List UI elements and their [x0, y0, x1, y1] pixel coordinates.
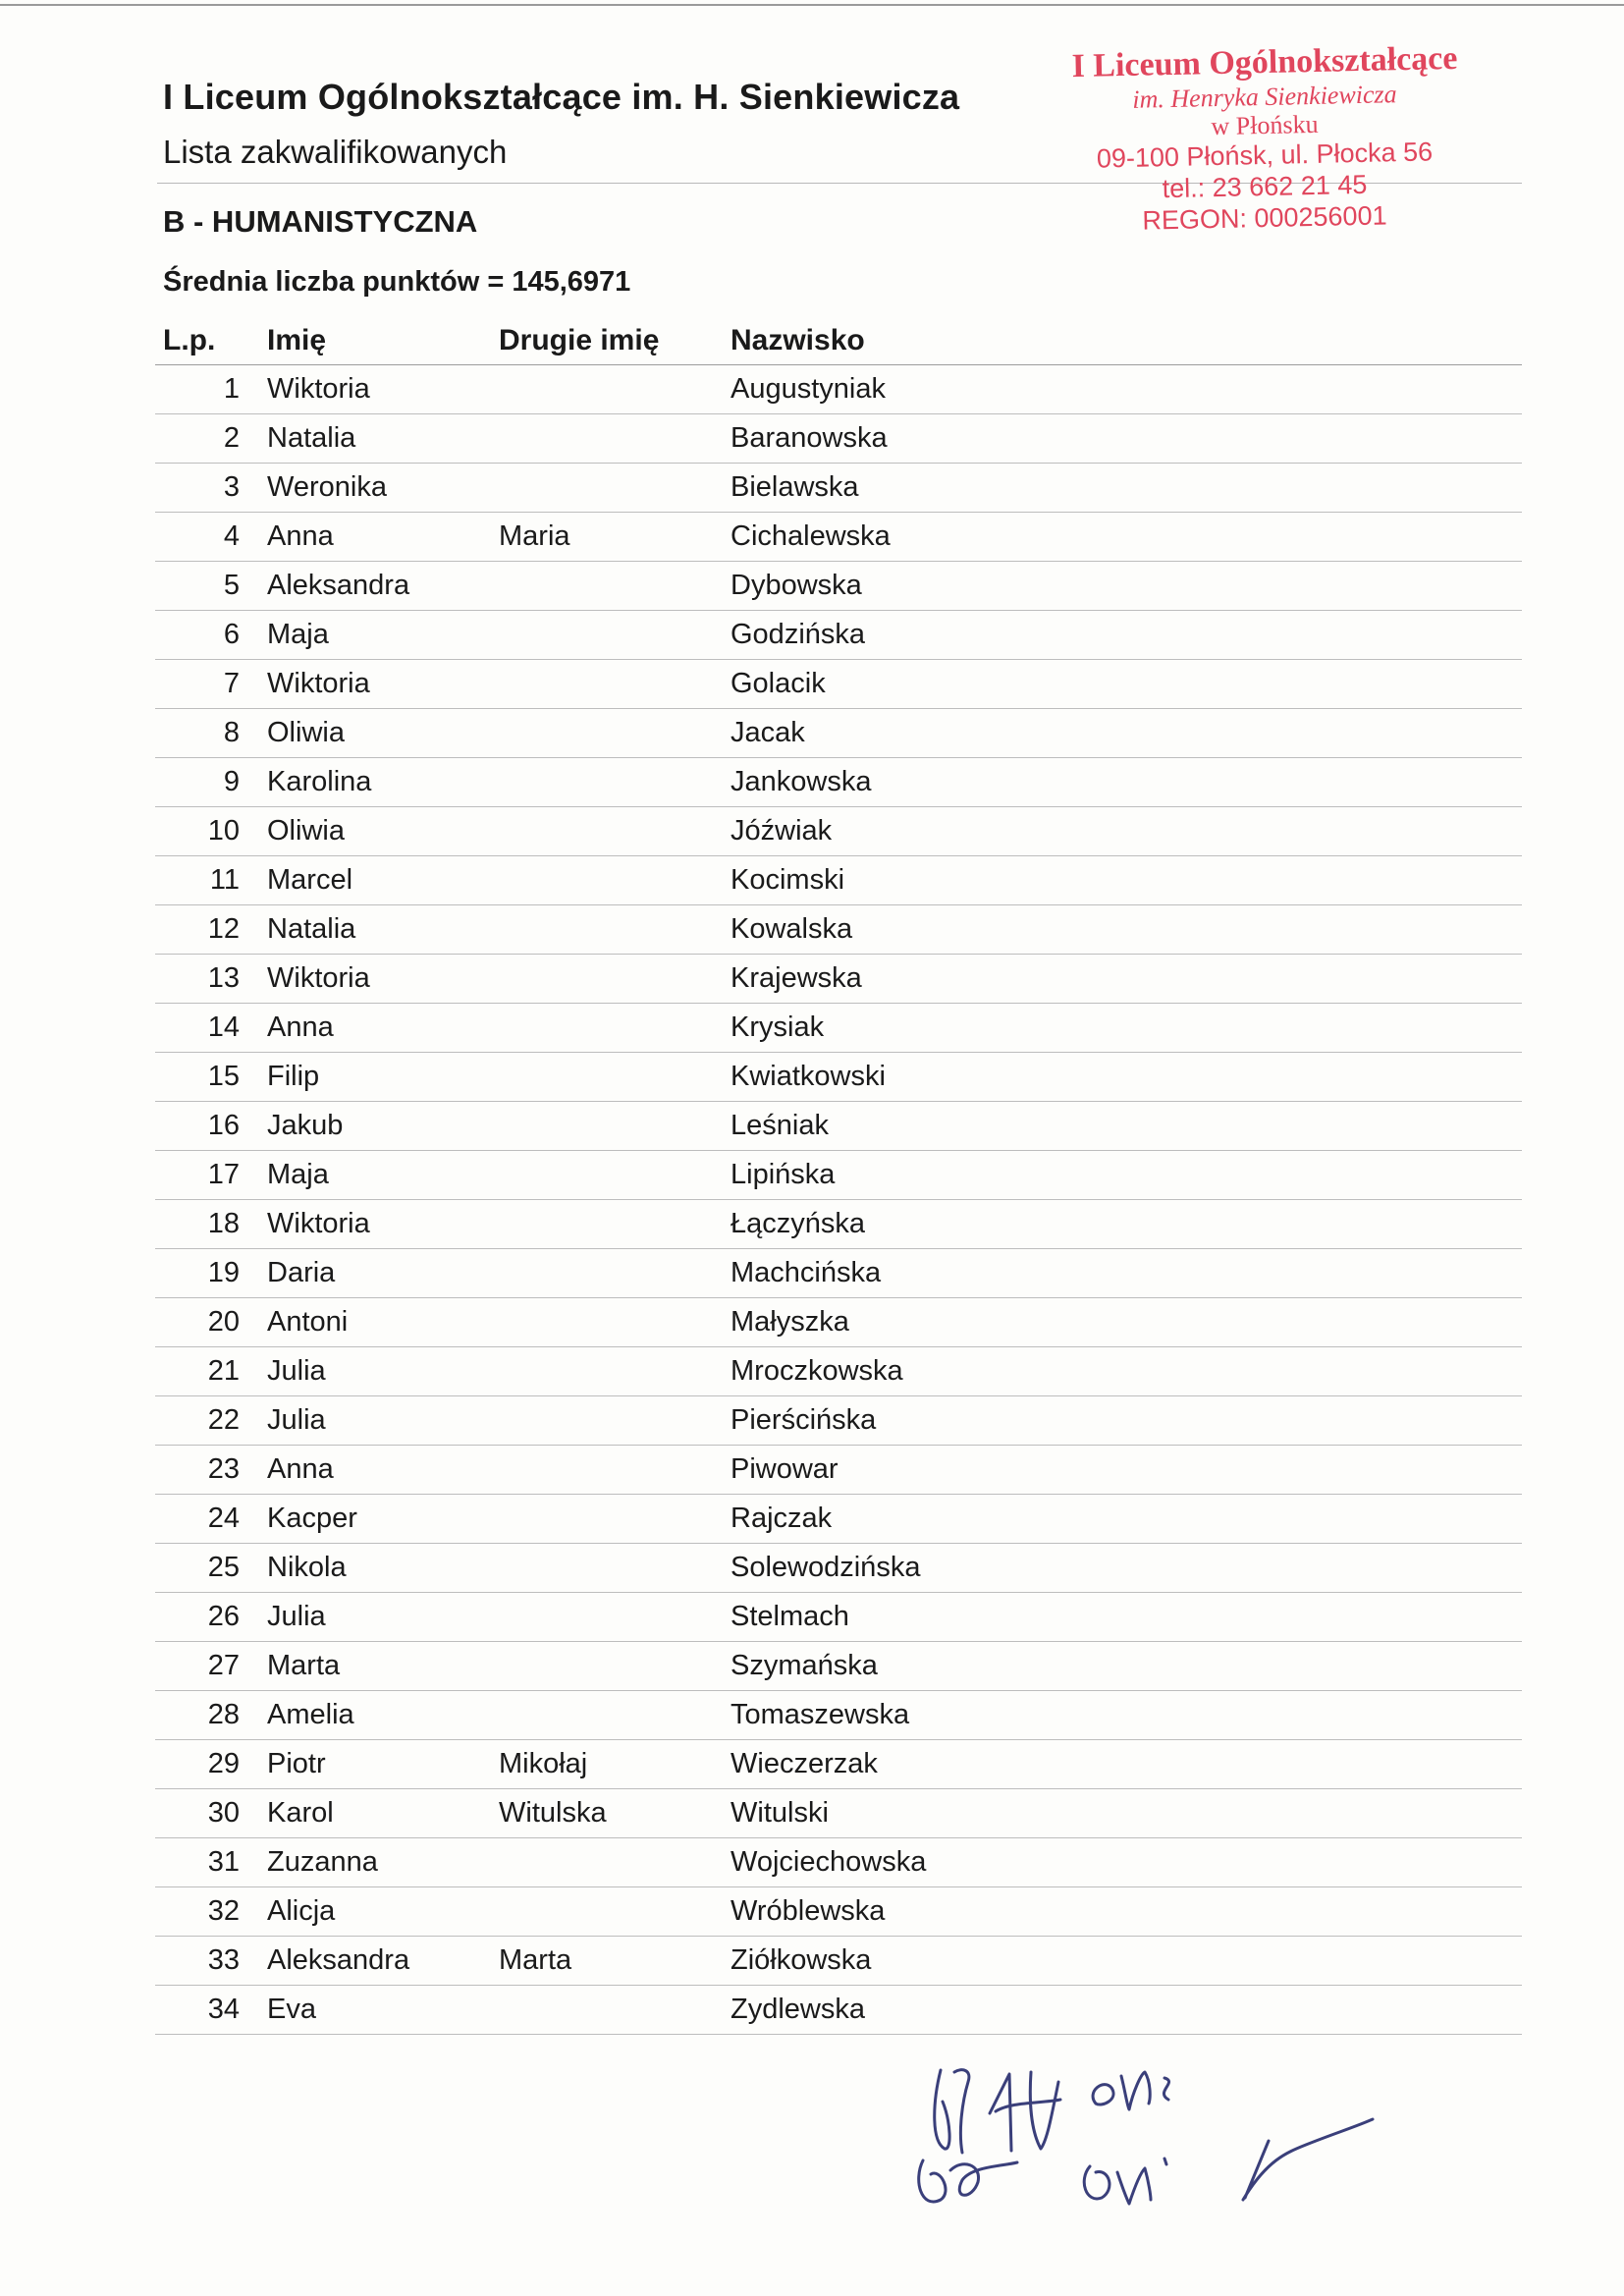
surname-cell: Witulski: [731, 1789, 1025, 1838]
table-row: [155, 1298, 1522, 1347]
table-header-row: [155, 316, 1522, 365]
empty-cell: [1025, 1495, 1522, 1544]
second-name-cell: [499, 1396, 731, 1446]
first-name-cell: Natalia: [267, 414, 499, 464]
first-name-cell: Maja: [267, 1151, 499, 1200]
stamp-line-5: tel.: 23 662 21 45: [1162, 169, 1368, 204]
table-row: [155, 1544, 1522, 1593]
empty-cell: [1025, 905, 1522, 955]
second-name-cell: [499, 905, 731, 955]
empty-cell: [1025, 1249, 1522, 1298]
table-row: [155, 758, 1522, 807]
second-name-cell: [499, 1004, 731, 1053]
second-name-cell: [499, 1838, 731, 1887]
second-name-cell: [499, 1200, 731, 1249]
empty-cell: [1025, 807, 1522, 856]
second-name-cell: Maria: [499, 513, 731, 562]
first-name-cell: Jakub: [267, 1102, 499, 1151]
row-number-cell: 29: [155, 1740, 267, 1789]
table-row: [155, 414, 1522, 464]
surname-cell: Bielawska: [731, 464, 1025, 513]
second-name-cell: [499, 464, 731, 513]
first-name-cell: Karol: [267, 1789, 499, 1838]
second-name-cell: Marta: [499, 1937, 731, 1986]
surname-cell: Godzińska: [731, 611, 1025, 660]
table-row: [155, 365, 1522, 414]
second-name-cell: [499, 1151, 731, 1200]
second-name-cell: [499, 1249, 731, 1298]
table-row: [155, 1887, 1522, 1937]
first-name-cell: Aleksandra: [267, 562, 499, 611]
first-name-cell: Marcel: [267, 856, 499, 905]
surname-cell: Zydlewska: [731, 1986, 1025, 2035]
second-name-cell: [499, 1986, 731, 2035]
second-name-cell: [499, 611, 731, 660]
second-name-cell: [499, 709, 731, 758]
second-name-cell: [499, 1347, 731, 1396]
table-row: [155, 1200, 1522, 1249]
empty-cell: [1025, 365, 1522, 414]
table-row: [155, 1838, 1522, 1887]
second-name-cell: [499, 1102, 731, 1151]
first-name-cell: Nikola: [267, 1544, 499, 1593]
empty-cell: [1025, 1887, 1522, 1937]
empty-cell: [1025, 1446, 1522, 1495]
empty-cell: [1025, 414, 1522, 464]
surname-cell: Kwiatkowski: [731, 1053, 1025, 1102]
table-row: [155, 1396, 1522, 1446]
row-number-cell: 24: [155, 1495, 267, 1544]
surname-cell: Leśniak: [731, 1102, 1025, 1151]
row-number-cell: 23: [155, 1446, 267, 1495]
row-number-cell: 3: [155, 464, 267, 513]
row-number-cell: 12: [155, 905, 267, 955]
first-name-cell: Julia: [267, 1396, 499, 1446]
stamp-line-3: w Płońsku: [1211, 109, 1319, 141]
surname-cell: Wróblewska: [731, 1887, 1025, 1937]
empty-cell: [1025, 709, 1522, 758]
row-number-cell: 28: [155, 1691, 267, 1740]
empty-cell: [1025, 1347, 1522, 1396]
first-name-cell: Piotr: [267, 1740, 499, 1789]
surname-cell: Krysiak: [731, 1004, 1025, 1053]
school-title: I Liceum Ogólnokształcące im. H. Sienkiewicza: [163, 77, 960, 117]
table-row: [155, 905, 1522, 955]
surname-cell: Cichalewska: [731, 513, 1025, 562]
row-number-cell: 7: [155, 660, 267, 709]
surname-cell: Golacik: [731, 660, 1025, 709]
surname-cell: Pierścińska: [731, 1396, 1025, 1446]
empty-cell: [1025, 1102, 1522, 1151]
surname-cell: Szymańska: [731, 1642, 1025, 1691]
surname-cell: Mroczkowska: [731, 1347, 1025, 1396]
column-header-surname: Nazwisko: [731, 316, 1025, 365]
second-name-cell: [499, 807, 731, 856]
empty-cell: [1025, 660, 1522, 709]
surname-cell: Piwowar: [731, 1446, 1025, 1495]
surname-cell: Jóźwiak: [731, 807, 1025, 856]
average-points: Średnia liczba punktów = 145,6971: [163, 266, 631, 298]
row-number-cell: 31: [155, 1838, 267, 1887]
table-body: [155, 365, 1522, 2035]
second-name-cell: [499, 562, 731, 611]
school-stamp: [1039, 39, 1490, 236]
row-number-cell: 34: [155, 1986, 267, 2035]
empty-cell: [1025, 1642, 1522, 1691]
empty-cell: [1025, 1789, 1522, 1838]
empty-cell: [1025, 1053, 1522, 1102]
table-row: [155, 1691, 1522, 1740]
row-number-cell: 9: [155, 758, 267, 807]
table-row: [155, 611, 1522, 660]
table-row: [155, 1937, 1522, 1986]
first-name-cell: Anna: [267, 1004, 499, 1053]
empty-cell: [1025, 1691, 1522, 1740]
first-name-cell: Aleksandra: [267, 1937, 499, 1986]
second-name-cell: [499, 414, 731, 464]
table-row: [155, 1789, 1522, 1838]
surname-cell: Machcińska: [731, 1249, 1025, 1298]
top-edge-rule: [0, 4, 1624, 6]
row-number-cell: 10: [155, 807, 267, 856]
row-number-cell: 22: [155, 1396, 267, 1446]
surname-cell: Wieczerzak: [731, 1740, 1025, 1789]
stamp-line-4: 09-100 Płońsk, ul. Płocka 56: [1096, 137, 1434, 174]
stamp-line-6: REGON: 000256001: [1142, 200, 1387, 236]
empty-cell: [1025, 611, 1522, 660]
table-row: [155, 513, 1522, 562]
first-name-cell: Karolina: [267, 758, 499, 807]
row-number-cell: 14: [155, 1004, 267, 1053]
first-name-cell: Alicja: [267, 1887, 499, 1937]
row-number-cell: 32: [155, 1887, 267, 1937]
second-name-cell: [499, 1495, 731, 1544]
surname-cell: Stelmach: [731, 1593, 1025, 1642]
second-name-cell: [499, 365, 731, 414]
surname-cell: Jacak: [731, 709, 1025, 758]
second-name-cell: [499, 1544, 731, 1593]
row-number-cell: 5: [155, 562, 267, 611]
table-row: [155, 660, 1522, 709]
row-number-cell: 16: [155, 1102, 267, 1151]
empty-cell: [1025, 758, 1522, 807]
qualified-students-table: [155, 316, 1522, 2035]
first-name-cell: Antoni: [267, 1298, 499, 1347]
surname-cell: Jankowska: [731, 758, 1025, 807]
empty-cell: [1025, 1838, 1522, 1887]
surname-cell: Kocimski: [731, 856, 1025, 905]
surname-cell: Tomaszewska: [731, 1691, 1025, 1740]
empty-cell: [1025, 1544, 1522, 1593]
surname-cell: Rajczak: [731, 1495, 1025, 1544]
first-name-cell: Natalia: [267, 905, 499, 955]
row-number-cell: 27: [155, 1642, 267, 1691]
signature-stroke-3: [1093, 2072, 1169, 2109]
signature-stroke-5: [1084, 2159, 1166, 2204]
second-name-cell: [499, 1593, 731, 1642]
first-name-cell: Oliwia: [267, 709, 499, 758]
row-number-cell: 30: [155, 1789, 267, 1838]
first-name-cell: Kacper: [267, 1495, 499, 1544]
surname-cell: Solewodzińska: [731, 1544, 1025, 1593]
row-number-cell: 11: [155, 856, 267, 905]
surname-cell: Łączyńska: [731, 1200, 1025, 1249]
row-number-cell: 13: [155, 955, 267, 1004]
row-number-cell: 17: [155, 1151, 267, 1200]
first-name-cell: Julia: [267, 1347, 499, 1396]
column-header-second-name: Drugie imię: [499, 316, 731, 365]
surname-cell: Augustyniak: [731, 365, 1025, 414]
second-name-cell: Mikołaj: [499, 1740, 731, 1789]
table-row: [155, 1593, 1522, 1642]
table-row: [155, 1740, 1522, 1789]
table-row: [155, 1495, 1522, 1544]
table-row: [155, 1053, 1522, 1102]
row-number-cell: 4: [155, 513, 267, 562]
signature-stroke-4: [919, 2160, 1017, 2202]
row-number-cell: 2: [155, 414, 267, 464]
table-row: [155, 1347, 1522, 1396]
empty-cell: [1025, 1740, 1522, 1789]
surname-cell: Baranowska: [731, 414, 1025, 464]
empty-cell: [1025, 1298, 1522, 1347]
surname-cell: Wojciechowska: [731, 1838, 1025, 1887]
row-number-cell: 26: [155, 1593, 267, 1642]
signature-stroke-1: [935, 2070, 969, 2153]
row-number-cell: 18: [155, 1200, 267, 1249]
empty-cell: [1025, 1986, 1522, 2035]
second-name-cell: [499, 1053, 731, 1102]
first-name-cell: Eva: [267, 1986, 499, 2035]
table-row: [155, 1004, 1522, 1053]
first-name-cell: Anna: [267, 513, 499, 562]
second-name-cell: [499, 660, 731, 709]
list-subtitle: Lista zakwalifikowanych: [163, 134, 508, 170]
table-row: [155, 464, 1522, 513]
table-row: [155, 709, 1522, 758]
empty-cell: [1025, 1396, 1522, 1446]
second-name-cell: [499, 1691, 731, 1740]
first-name-cell: Amelia: [267, 1691, 499, 1740]
empty-cell: [1025, 856, 1522, 905]
class-section-title: B - HUMANISTYCZNA: [163, 204, 478, 239]
table-row: [155, 1102, 1522, 1151]
first-name-cell: Filip: [267, 1053, 499, 1102]
row-number-cell: 20: [155, 1298, 267, 1347]
first-name-cell: Wiktoria: [267, 955, 499, 1004]
surname-cell: Małyszka: [731, 1298, 1025, 1347]
first-name-cell: Maja: [267, 611, 499, 660]
stamp-line-2: im. Henryka Sienkiewicza: [1132, 80, 1397, 114]
empty-cell: [1025, 464, 1522, 513]
empty-cell: [1025, 955, 1522, 1004]
second-name-cell: Witulska: [499, 1789, 731, 1838]
surname-cell: Dybowska: [731, 562, 1025, 611]
first-name-cell: Wiktoria: [267, 365, 499, 414]
first-name-cell: Zuzanna: [267, 1838, 499, 1887]
table-row: [155, 562, 1522, 611]
table-row: [155, 807, 1522, 856]
second-name-cell: [499, 1642, 731, 1691]
signature-stroke-6: [1243, 2119, 1373, 2200]
second-name-cell: [499, 1887, 731, 1937]
first-name-cell: Daria: [267, 1249, 499, 1298]
second-name-cell: [499, 1446, 731, 1495]
table-row: [155, 1151, 1522, 1200]
table-row: [155, 1642, 1522, 1691]
row-number-cell: 21: [155, 1347, 267, 1396]
first-name-cell: Anna: [267, 1446, 499, 1495]
first-name-cell: Wiktoria: [267, 1200, 499, 1249]
row-number-cell: 8: [155, 709, 267, 758]
empty-cell: [1025, 562, 1522, 611]
signature-stroke-2: [990, 2072, 1060, 2151]
empty-cell: [1025, 1004, 1522, 1053]
second-name-cell: [499, 758, 731, 807]
first-name-cell: Julia: [267, 1593, 499, 1642]
table-row: [155, 856, 1522, 905]
first-name-cell: Marta: [267, 1642, 499, 1691]
surname-cell: Lipińska: [731, 1151, 1025, 1200]
surname-cell: Kowalska: [731, 905, 1025, 955]
empty-cell: [1025, 1151, 1522, 1200]
first-name-cell: Wiktoria: [267, 660, 499, 709]
row-number-cell: 33: [155, 1937, 267, 1986]
empty-cell: [1025, 1200, 1522, 1249]
table-row: [155, 1249, 1522, 1298]
first-name-cell: Weronika: [267, 464, 499, 513]
second-name-cell: [499, 856, 731, 905]
stamp-line-1: I Liceum Ogólnokształcące: [1071, 39, 1458, 85]
surname-cell: Ziółkowska: [731, 1937, 1025, 1986]
row-number-cell: 6: [155, 611, 267, 660]
row-number-cell: 1: [155, 365, 267, 414]
first-name-cell: Oliwia: [267, 807, 499, 856]
column-header-empty: [1025, 316, 1522, 365]
row-number-cell: 19: [155, 1249, 267, 1298]
surname-cell: Krajewska: [731, 955, 1025, 1004]
second-name-cell: [499, 1298, 731, 1347]
table-row: [155, 1986, 1522, 2035]
empty-cell: [1025, 1937, 1522, 1986]
column-header-lp: L.p.: [155, 316, 267, 365]
table-row: [155, 955, 1522, 1004]
empty-cell: [1025, 513, 1522, 562]
empty-cell: [1025, 1593, 1522, 1642]
table-row: [155, 1446, 1522, 1495]
row-number-cell: 25: [155, 1544, 267, 1593]
column-header-first-name: Imię: [267, 316, 499, 365]
handwritten-signatures: [893, 2043, 1404, 2239]
row-number-cell: 15: [155, 1053, 267, 1102]
second-name-cell: [499, 955, 731, 1004]
